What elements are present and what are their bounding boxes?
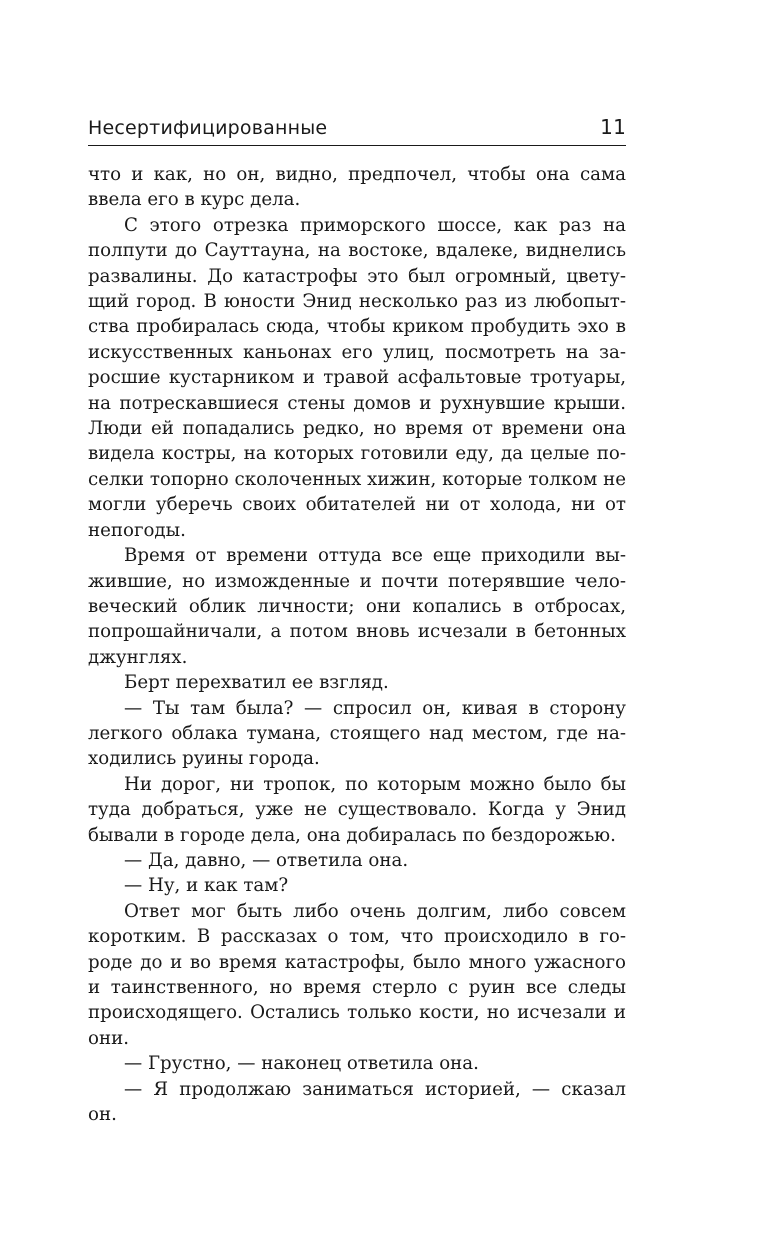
paragraph: Берт перехватил ее взгляд.	[124, 672, 389, 694]
running-title: Несертифицированные	[88, 117, 328, 139]
dialogue-line: — Грустно, — наконец ответила она.	[124, 1053, 479, 1075]
dialogue-line: — Ты там была? — спросил он, кивая в сторону легкого облака тумана, стоящего над местом, где находились руины города.	[88, 697, 626, 770]
paragraph: Ни дорог, ни тропок, по которым можно было бы туда добраться, уже не существовало. Когда у Энид бывали в городе дела, она добиралась по бездорожью.	[88, 773, 626, 846]
dialogue-line: — Да, давно, — ответила она.	[124, 849, 409, 871]
book-page	[88, 112, 626, 1127]
page-number: 11	[600, 115, 626, 139]
paragraph: С этого отрезка приморского шоссе, как раз на полпути до Сауттауна, на востоке, вдалеке, виднелись развалины. До катастрофы это был огромный, цветущий город. В юности Энид несколько раз из любопытства пробиралась сюда, чтобы криком пробудить эхо в искусственных каньонах его улиц, посмотреть на заросшие кустарником и травой асфальтовые тротуары, на потрескавшиеся стены домов и рухнувшие крыши. Люди ей попадались редко, но время от времени она видела костры, на которых готовили еду, да целые поселки топорно сколоченных хижин, которые толком не могли уберечь своих обитателей ни от холода, ни от непогоды.	[88, 214, 626, 541]
running-header	[88, 112, 626, 146]
body-text	[88, 162, 626, 1127]
paragraph: Время от времени оттуда все еще приходили выжившие, но изможденные и почти потерявшие человеческий облик личности; они копались в отбросах, попрошайничали, а потом вновь исчезали в бетонных джунглях.	[88, 545, 626, 668]
paragraph: Ответ мог быть либо очень долгим, либо совсем коротким. В рассказах о том, что происходило в городе до и во время катастрофы, было много ужасного и таинственного, но время стерло с руин все следы происходящего. Остались только кости, но исчезали и они.	[88, 900, 626, 1049]
paragraph: что и как, но он, видно, предпочел, чтобы она сама ввела его в курс дела.	[88, 164, 626, 211]
dialogue-line: — Ну, и как там?	[124, 875, 289, 897]
dialogue-line: — Я продолжаю заниматься историей, — сказал он.	[88, 1078, 626, 1126]
